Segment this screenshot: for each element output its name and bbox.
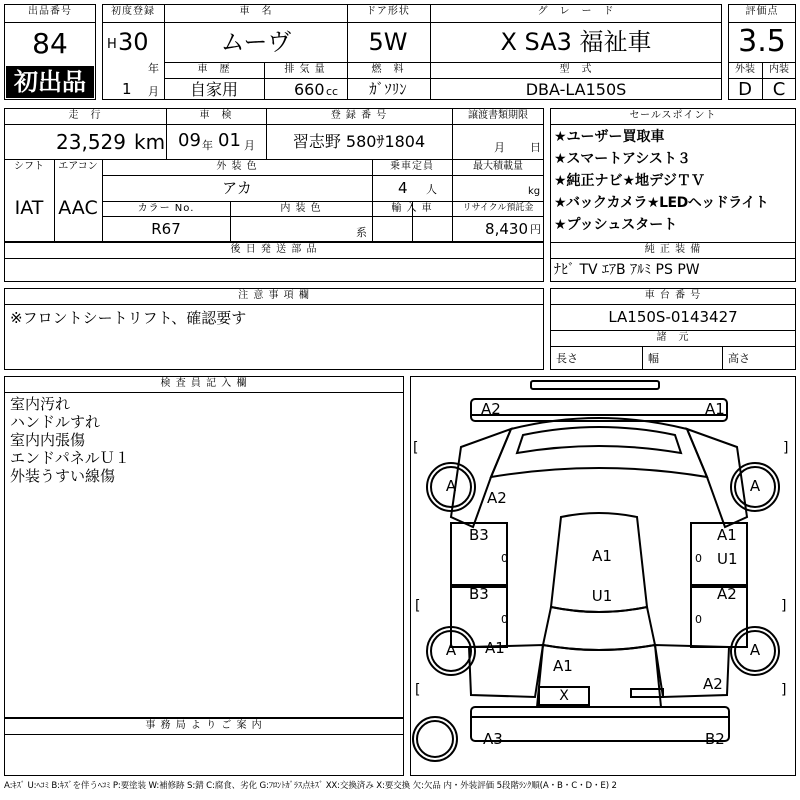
mark-a2-rear-door-right: A2 — [717, 585, 737, 603]
max-load-unit: kg — [528, 186, 541, 197]
mark-a-tire-rl: A — [445, 641, 457, 659]
mileage-label: 走 行 — [68, 110, 102, 121]
lot-label: 出品番号 — [28, 6, 72, 17]
overall-score: 3.5 — [738, 24, 786, 59]
notes-text: ※フロントシートリフト、確認要す — [10, 309, 247, 327]
length-label: 長さ — [556, 352, 578, 365]
registration-number: 習志野 580ｻ1804 — [292, 132, 426, 151]
grade: X SA3 福祉車 — [500, 28, 652, 56]
inspection-year-unit: 年 — [202, 139, 213, 152]
model-label: 型 式 — [559, 64, 593, 75]
inspector-line-5: 外装うすい線傷 — [10, 467, 116, 485]
capacity: 4 — [398, 179, 408, 197]
mark-b3-front-door-left: B3 — [469, 526, 489, 544]
inspector-line-2: ハンドルすれ — [10, 413, 101, 431]
bracket-right-mid: ] — [781, 598, 787, 614]
car-name: ムーヴ — [220, 28, 292, 56]
inspector-line-1: 室内汚れ — [10, 395, 71, 413]
aircon-label: エアコン — [58, 161, 98, 172]
mark-a1-back-door: A1 — [553, 657, 573, 675]
exterior-label: 外装 — [735, 64, 755, 75]
sales-point-5: ★プッシュスタート — [554, 217, 678, 233]
mark-a-tire-fl: A — [445, 477, 457, 495]
mark-u1-front-door-right: U1 — [717, 550, 738, 568]
mark-a3-rear-left: A3 — [483, 730, 503, 748]
import-label: 輸 入 車 — [391, 203, 433, 214]
bracket-left-top: [ — [413, 440, 419, 456]
inspection-label: 車 検 — [199, 110, 233, 121]
score-label: 評価点 — [745, 6, 779, 17]
mark-a2-quarter-right: A2 — [703, 675, 723, 693]
transfer-day: 日 — [530, 141, 541, 154]
sales-point-1: ★ユーザー買取車 — [554, 129, 665, 145]
exterior-score: D — [738, 79, 752, 100]
transfer-deadline-label: 譲渡書類期限 — [468, 110, 528, 121]
mileage-unit: km — [134, 130, 166, 154]
displacement-unit: cc — [326, 85, 339, 98]
mark-zero-front-left: 0 — [501, 552, 508, 565]
mark-a1-front-door-right: A1 — [717, 526, 737, 544]
mark-b2-rear-right: B2 — [705, 730, 725, 748]
interior-label: 内装 — [769, 64, 789, 75]
aircon: AAC — [58, 197, 98, 219]
mark-a1-quarter-left: A1 — [485, 639, 505, 657]
interior-color-label: 内 装 色 — [280, 203, 322, 214]
chassis-number: LA150S-0143427 — [608, 308, 738, 326]
notes-label: 注 意 事 項 欄 — [238, 290, 310, 301]
capacity-label: 乗車定員 — [390, 161, 434, 172]
bracket-left-bottom: [ — [415, 682, 421, 698]
shift: IAT — [14, 197, 44, 219]
mark-zero-rear-right: 0 — [695, 613, 702, 626]
year-unit: 年 — [148, 62, 159, 75]
sales-point-2: ★スマートアシスト３ — [554, 151, 691, 167]
month-unit: 月 — [148, 85, 159, 98]
equipment: ﾅﾋﾞ TV ｴｱB ｱﾙﾐ PS PW — [554, 262, 700, 278]
bracket-right-bottom: ] — [781, 682, 787, 698]
first-listing-badge: 初出品 — [6, 66, 94, 98]
mark-a2-front-left: A2 — [481, 400, 501, 418]
inspector-label: 検 査 員 記 入 欄 — [160, 378, 248, 389]
history: 自家用 — [189, 80, 239, 99]
mark-a1-roof: A1 — [592, 547, 612, 565]
recycle-fee: 8,430 — [485, 220, 528, 238]
inspector-line-4: エンドパネルＵ１ — [10, 449, 130, 467]
mark-a2-fender-left: A2 — [487, 489, 507, 507]
mark-b3-rear-door-left: B3 — [469, 585, 489, 603]
fuel: ｶﾞｿﾘﾝ — [369, 80, 407, 98]
width-label: 幅 — [648, 352, 659, 365]
displacement: 660 — [294, 80, 325, 99]
recycle-label: リサイクル預託金 — [462, 203, 534, 213]
color-no: R67 — [151, 220, 181, 238]
fuel-label: 燃 料 — [371, 64, 405, 75]
sales-point-4: ★バックカメラ★LEDヘッドライト — [554, 195, 769, 211]
equipment-label: 純 正 装 備 — [644, 244, 702, 255]
mark-u1-roof: U1 — [591, 587, 613, 605]
office-label: 事 務 局 よ り ご 案 内 — [145, 720, 263, 731]
inspection-month: 01 — [218, 130, 241, 151]
first-registration-label: 初度登録 — [111, 6, 155, 17]
sales-points-label: セールスポイント — [629, 110, 717, 121]
color-no-label: カラー No. — [137, 203, 195, 214]
interior-score: C — [772, 79, 786, 100]
mark-zero-front-right: 0 — [695, 552, 702, 565]
shift-label: シフト — [14, 161, 44, 172]
history-label: 車 歴 — [197, 64, 231, 75]
bracket-left-mid: [ — [415, 598, 421, 614]
recycle-unit: 円 — [530, 223, 541, 236]
car-name-label: 車 名 — [239, 6, 273, 17]
lot-number: 84 — [32, 27, 68, 60]
mark-x-rear-plate: X — [559, 688, 569, 704]
exterior-color-label: 外 装 色 — [216, 161, 258, 172]
inspection-month-unit: 月 — [244, 139, 255, 152]
registration-number-label: 登 録 番 号 — [330, 110, 388, 121]
chassis-label: 車 台 番 号 — [644, 290, 702, 301]
later-parts-label: 後 日 発 送 部 品 — [230, 244, 318, 255]
displacement-label: 排 気 量 — [284, 64, 326, 75]
mark-a-tire-fr: A — [749, 477, 761, 495]
mark-a-tire-rr: A — [749, 641, 761, 659]
sales-point-3: ★純正ナビ★地デジＴＶ — [554, 173, 705, 189]
door-type: 5W — [368, 28, 408, 56]
registration-year: 30 — [118, 28, 149, 56]
bracket-right-top: ] — [783, 440, 789, 456]
height-label: 高さ — [728, 352, 750, 365]
mark-a1-front-right: A1 — [705, 400, 725, 418]
dimensions-label: 諸 元 — [656, 332, 690, 343]
interior-color-unit: 系 — [356, 226, 367, 239]
inspection-year: 09 — [178, 130, 201, 151]
capacity-unit: 人 — [426, 183, 437, 196]
exterior-color: アカ — [222, 179, 252, 197]
era: H — [107, 37, 117, 52]
car-outline — [411, 377, 797, 777]
car-diagram — [410, 376, 796, 776]
transfer-month: 月 — [494, 141, 505, 154]
inspector-line-3: 室内内張傷 — [10, 431, 86, 449]
mileage: 23,529 — [56, 130, 126, 154]
model-code: DBA-LA150S — [525, 80, 627, 99]
grade-label: グ レ ー ド — [537, 6, 615, 17]
max-load-label: 最大積載量 — [473, 161, 523, 172]
door-label: ドア形状 — [366, 6, 410, 17]
legend: A:ｷｽﾞ U:ﾍｺﾐ B:ｷｽﾞを伴うﾍｺﾐ P:要塗装 W:補修跡 S:錆 C:腐食、劣化 G:ﾌﾛﾝﾄｶﾞﾗｽ点ｷｽﾞ XX:交換済み X:要交換 欠:欠品 内・外装評価 5段階ﾗﾝｸ順(A・B・C・D・E) 2 — [4, 781, 617, 791]
mark-zero-rear-left: 0 — [501, 613, 508, 626]
registration-month: 1 — [122, 80, 132, 98]
